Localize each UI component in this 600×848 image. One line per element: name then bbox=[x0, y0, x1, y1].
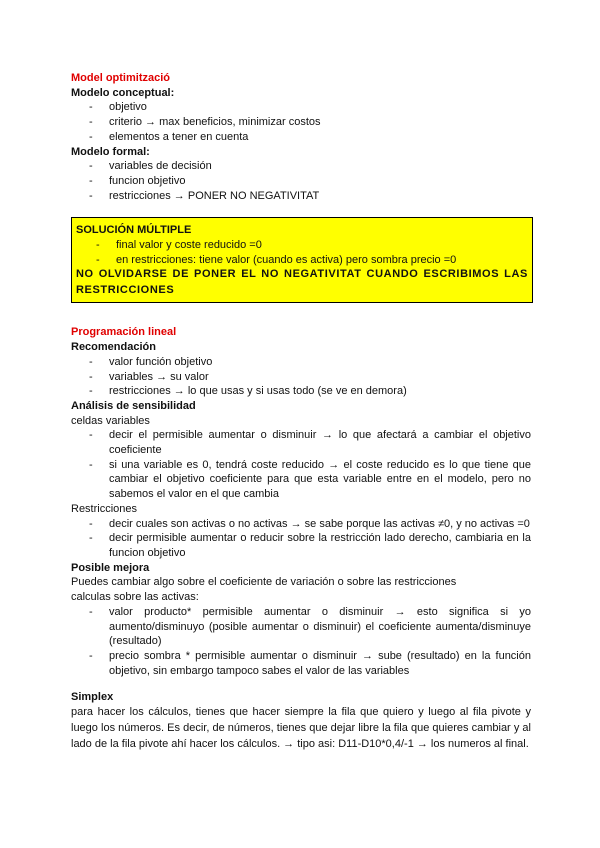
heading-recomendacion: Recomendación bbox=[71, 341, 156, 354]
heading-simplex: Simplex bbox=[71, 691, 114, 704]
list-item: - final valor y coste reducido =0 bbox=[96, 239, 262, 252]
section-title-model: Model optimització bbox=[71, 72, 170, 84]
list-item: - si una variable es 0, tendrá coste reducido → el coste reducido es lo que tiene que cambiar el objetivo coeficiente para que esta variable entre en el modelo, pero no sabemos el valor en el que cambia bbox=[89, 458, 531, 501]
list-item: - variables → su valor bbox=[89, 370, 209, 383]
list-item: - criterio → max beneficios, minimizar costos bbox=[89, 116, 321, 129]
label-celdas: celdas variables bbox=[71, 414, 150, 427]
mejora-line-1: Puedes cambiar algo sobre el coeficiente de variación o sobre las restricciones bbox=[71, 576, 457, 589]
mejora-line-2: calculas sobre las activas: bbox=[71, 591, 199, 604]
list-item: - valor producto* permisible aumentar o disminuir → esto significa si yo aumento/disminuyo (posible aumentar o disminuir) el coeficiente aumenta/disminuye (resultado) bbox=[89, 605, 531, 648]
box-warning: NO OLVIDARSE DE PONER EL NO NEGATIVITAT CUANDO ESCRIBIMOS LAS RESTRICCIONES bbox=[76, 268, 528, 296]
list-item: - variables de decisión bbox=[89, 160, 212, 173]
label-restricciones: Restricciones bbox=[71, 502, 138, 515]
list-item: - funcion objetivo bbox=[89, 174, 186, 187]
document-page bbox=[71, 71, 531, 752]
heading-formal: Modelo formal: bbox=[71, 145, 150, 158]
list-item: - restricciones → PONER NO NEGATIVITAT bbox=[89, 189, 320, 202]
list-item: - decir permisible aumentar o reducir sobre la restricción lado derecho, cambiaria en la funcion objetivo bbox=[89, 532, 531, 559]
box-title: SOLUCIÓN MÚLTIPLE bbox=[76, 224, 192, 237]
list-item: - en restricciones: tiene valor (cuando es activa) pero sombra precio =0 bbox=[96, 253, 457, 266]
list-item: - decir el permisible aumentar o disminuir → lo que afectará a cambiar el objetivo coeficiente bbox=[89, 429, 531, 457]
heading-conceptual: Modelo conceptual: bbox=[71, 86, 175, 99]
simplex-paragraph: para hacer los cálculos, tienes que hacer siempre la fila que quiero y luego al fila pivote y luego los números. Es decir, de números, tienes que dejar libre la fila que quieres cambiar y al lado de la fila pivote ahí hacer los cálculos. → tipo asi: D11-D10*0,4/-1 → los numeros al final. bbox=[71, 706, 531, 750]
list-item: - precio sombra * permisible aumentar o disminuir → sube (resultado) en la función objetivo, sin embargo tampoco sabes el valor de las variables bbox=[89, 649, 531, 677]
highlight-box bbox=[71, 217, 533, 303]
list-item: - restricciones → lo que usas y si usas todo (se ve en demora) bbox=[89, 385, 407, 398]
heading-mejora: Posible mejora bbox=[71, 561, 150, 574]
list-item: - elementos a tener en cuenta bbox=[89, 130, 249, 143]
list-item: - valor función objetivo bbox=[89, 355, 213, 368]
section-title-programacion: Programación lineal bbox=[71, 326, 177, 339]
list-item: - objetivo bbox=[89, 101, 147, 114]
list-item: - decir cuales son activas o no activas → se sabe porque las activas ≠0, y no activas =0 bbox=[89, 517, 530, 530]
heading-sensibilidad: Análisis de sensibilidad bbox=[71, 399, 196, 412]
